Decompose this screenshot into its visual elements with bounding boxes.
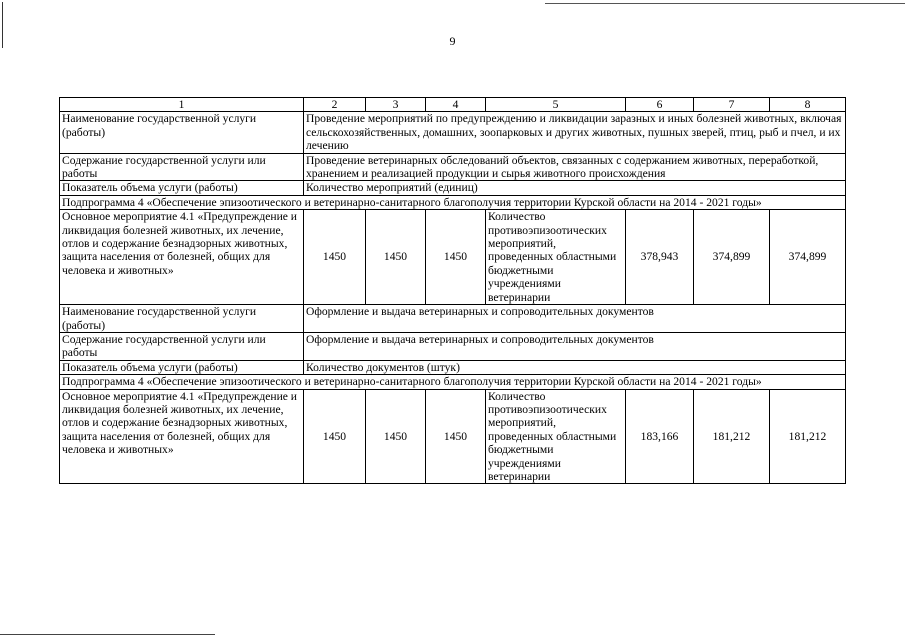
page-number: 9 [449, 34, 456, 48]
table-row [60, 360, 846, 374]
scan-artifact-line [545, 3, 905, 4]
service-content-value: Оформление и выдача ветеринарных и сопроводительных документов [304, 332, 846, 360]
column-header: 4 [426, 98, 486, 112]
indicator-description: Количество противоэпизоотических мероприятий, проведенных областными бюджетными учреждениями ветеринарии [486, 210, 626, 305]
value-cell: 1450 [426, 210, 486, 305]
service-name-value: Проведение мероприятий по предупреждению и ликвидации заразных и иных болезней животных, включая сельскохозяйственных, домашних, зоопарковых и других животных, пушных зверей, птиц, рыб и пчел, и их лечению [304, 112, 846, 153]
value-cell: 1450 [304, 389, 366, 484]
subprogram-title: Подпрограмма 4 «Обеспечение эпизоотического и ветеринарно-санитарного благополучия территории Курской области на 2014 - 2021 годы» [60, 375, 846, 389]
column-header: 8 [770, 98, 846, 112]
volume-indicator-label: Показатель объема услуги (работы) [60, 181, 304, 195]
volume-indicator-value: Количество мероприятий (единиц) [304, 181, 846, 195]
column-header: 1 [60, 98, 304, 112]
subprogram-title: Подпрограмма 4 «Обеспечение эпизоотического и ветеринарно-санитарного благополучия территории Курской области на 2014 - 2021 годы» [60, 195, 846, 209]
volume-indicator-label: Показатель объема услуги (работы) [60, 360, 304, 374]
value-cell: 1450 [366, 389, 426, 484]
table-header-row [60, 98, 846, 112]
volume-indicator-value: Количество документов (штук) [304, 360, 846, 374]
table-row [60, 389, 846, 484]
value-cell: 181,212 [770, 389, 846, 484]
scan-artifact-line [0, 634, 215, 635]
indicator-description: Количество противоэпизоотических мероприятий, проведенных областными бюджетными учреждениями ветеринарии [486, 389, 626, 484]
value-cell: 374,899 [694, 210, 770, 305]
table-row [60, 112, 846, 153]
value-cell: 1450 [426, 389, 486, 484]
service-content-label: Содержание государственной услуги или работы [60, 153, 304, 181]
column-header: 6 [626, 98, 694, 112]
activity-description: Основное мероприятие 4.1 «Предупреждение и ликвидация болезней животных, их лечение, отлов и содержание безнадзорных животных, защита населения от болезней, общих для человека и животных» [60, 389, 304, 484]
service-name-label: Наименование государственной услуги (работы) [60, 305, 304, 333]
table-row [60, 375, 846, 389]
column-header: 3 [366, 98, 426, 112]
service-content-label: Содержание государственной услуги или работы [60, 332, 304, 360]
service-content-value: Проведение ветеринарных обследований объектов, связанных с содержанием животных, переработкой, хранением и реализацией продукции и сырья животного происхождения [304, 153, 846, 181]
table-row [60, 181, 846, 195]
service-name-value: Оформление и выдача ветеринарных и сопроводительных документов [304, 305, 846, 333]
value-cell: 1450 [366, 210, 426, 305]
value-cell: 374,899 [770, 210, 846, 305]
column-header: 5 [486, 98, 626, 112]
value-cell: 183,166 [626, 389, 694, 484]
table-row [60, 210, 846, 305]
value-cell: 378,943 [626, 210, 694, 305]
value-cell: 1450 [304, 210, 366, 305]
column-header: 7 [694, 98, 770, 112]
table-row [60, 153, 846, 181]
value-cell: 181,212 [694, 389, 770, 484]
activity-description: Основное мероприятие 4.1 «Предупреждение и ликвидация болезней животных, их лечение, отлов и содержание безнадзорных животных, защита населения от болезней, общих для человека и животных» [60, 210, 304, 305]
table-row [60, 195, 846, 209]
table-row [60, 305, 846, 333]
table-row [60, 332, 846, 360]
service-name-label: Наименование государственной услуги (работы) [60, 112, 304, 153]
budget-table [59, 97, 846, 484]
column-header: 2 [304, 98, 366, 112]
